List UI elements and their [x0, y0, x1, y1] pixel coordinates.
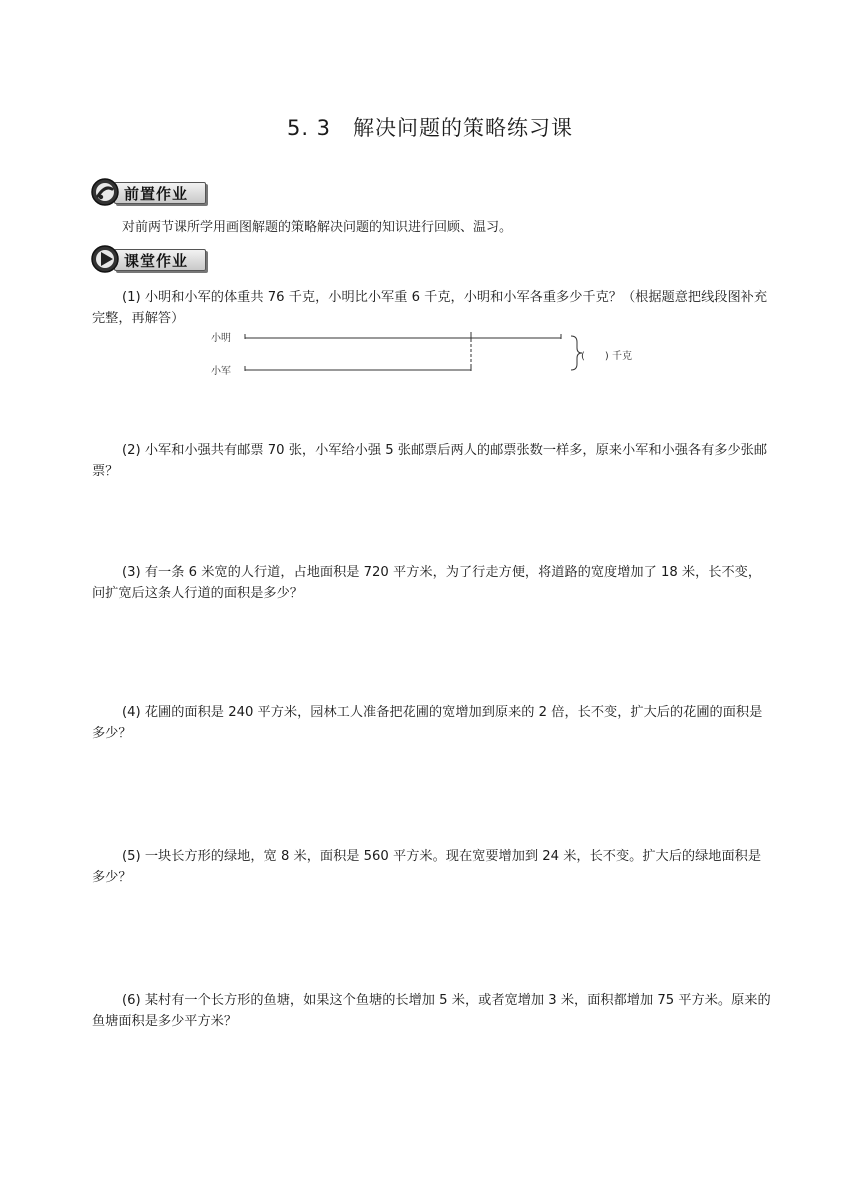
diagram-label-xiaoming: 小明 [211, 333, 231, 344]
pen-icon [90, 177, 120, 207]
title-number: 5. 3 [286, 116, 332, 140]
question-6: (6) 某村有一个长方形的鱼塘，如果这个鱼塘的长增加 5 米，或者宽增加 3 米，面积都增加 75 平方米。原来的鱼塘面积是多少平方米？ [92, 993, 771, 1029]
section-label-class: 课堂作业 [124, 252, 189, 270]
question-5: (5) 一块长方形的绿地，宽 8 米，面积是 560 平方米。现在宽要增加到 24 米，长不变。扩大后的绿地面积是多少？ [92, 849, 762, 885]
section-label-pre: 前置作业 [124, 185, 189, 203]
pre-work-content: 对前两节课所学用画图解题的策略解决问题的知识进行回顾、温习。 [122, 220, 513, 235]
question-3: (3) 有一条 6 米宽的人行道，占地面积是 720 平方米，为了行走方便，将道路的宽度增加了 18 米，长不变，问扩宽后这条人行道的面积是多少？ [92, 565, 762, 601]
title-text: 解决问题的策略练习课 [353, 116, 574, 140]
line-segment-diagram [205, 326, 675, 378]
diagram-label-xiaojun: 小军 [211, 366, 231, 377]
play-icon [90, 244, 120, 274]
question-1: (1) 小明和小军的体重共 76 千克，小明比小军重 6 千克，小明和小军各重多少千克？（根据题意把线段图补充完整，再解答） [92, 290, 768, 326]
section-banner-pre [90, 177, 208, 207]
section-banner-class [90, 244, 208, 274]
diagram-total-label: ( ) 千克 [581, 351, 632, 362]
question-4: (4) 花圃的面积是 240 平方米，园林工人准备把花圃的宽增加到原来的 2 倍，长不变，扩大后的花圃的面积是多少？ [92, 705, 763, 741]
question-2: (2) 小军和小强共有邮票 70 张，小军给小强 5 张邮票后两人的邮票张数一样多，原来小军和小强各有多少张邮票？ [92, 443, 768, 479]
page-title [0, 112, 860, 142]
